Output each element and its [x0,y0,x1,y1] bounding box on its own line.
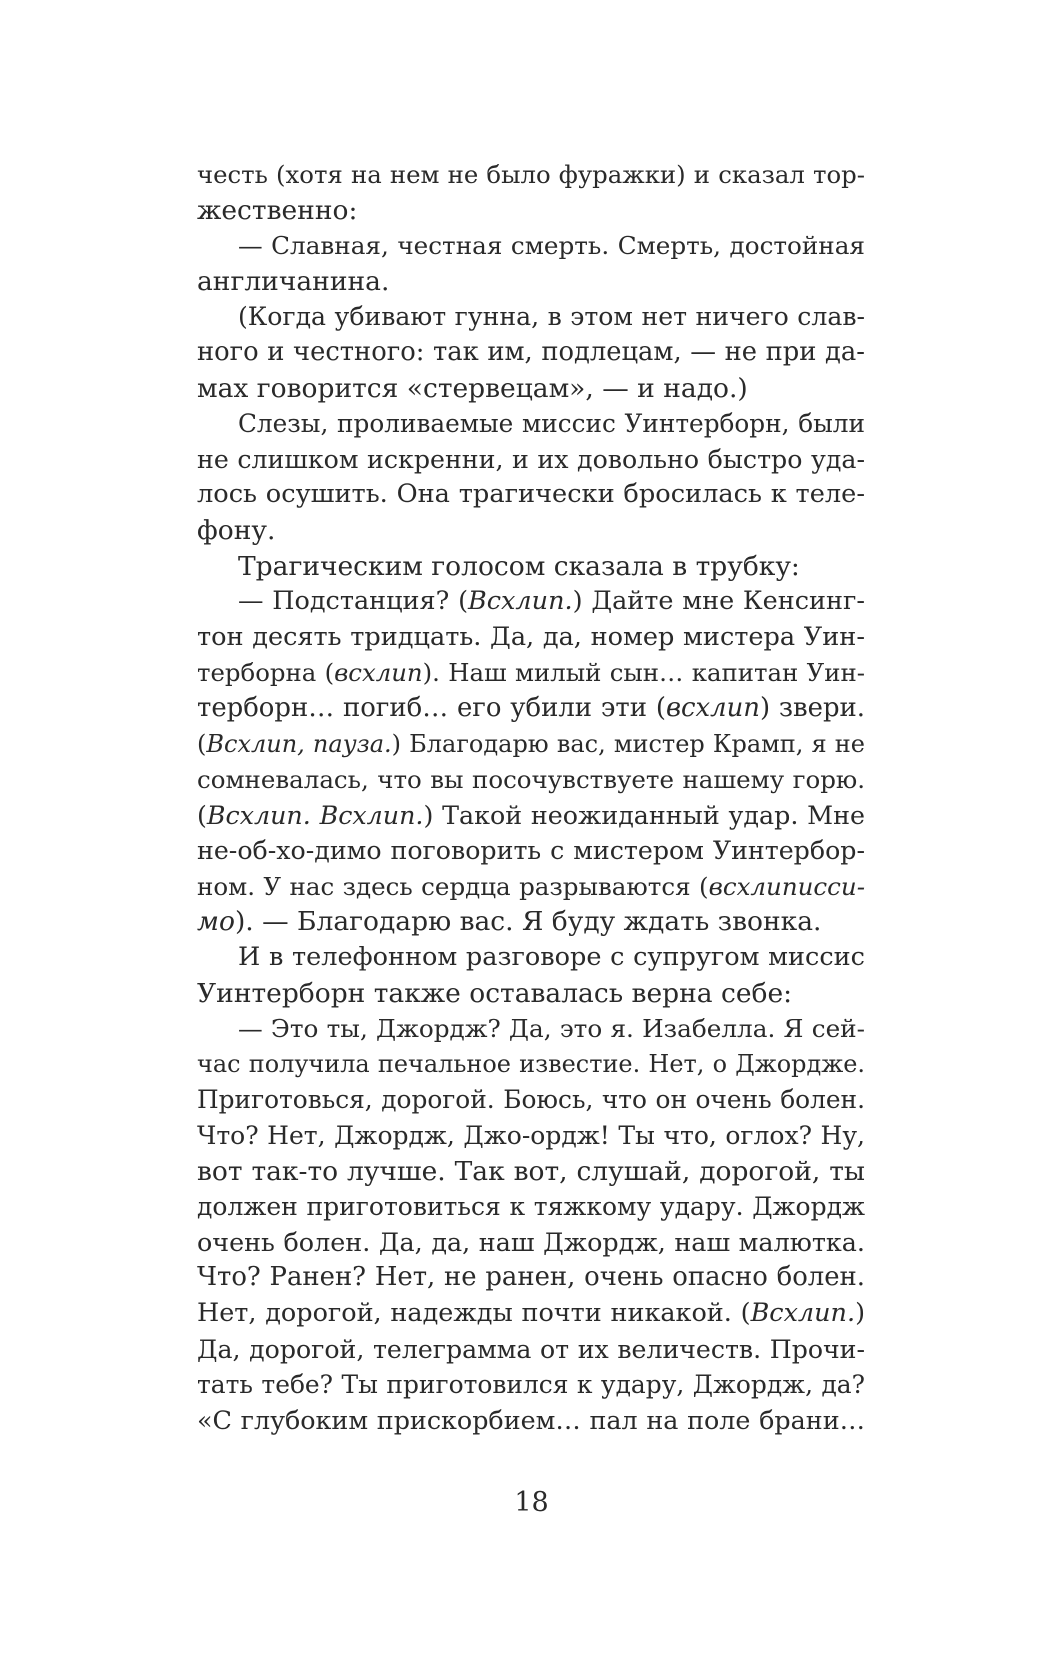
text-segment: ном. У нас здесь сердца разрываются ( [197,871,709,901]
text-line [197,1118,865,1154]
text-segment: честь (хотя на нем не было фуражки) и сказал тор- [197,160,865,189]
text-line [197,1332,865,1368]
text-segment: Приготовься, дорогой. Боюсь, что он очень болен. [197,1085,865,1115]
text-segment: фону. [197,514,276,546]
text-line [197,228,865,264]
text-segment: Уинтерборн также оставалась верна себе: [197,977,793,1009]
text-line [197,513,865,549]
text-line [197,655,865,691]
text-segment: не-об-хо-димо поговорить с мистером Уинтербор- [197,836,865,866]
text-segment: Что? Нет, Джордж, Джо-ордж! Ты что, оглох? Ну, [197,1121,865,1151]
text-segment: вот так-то лучше. Так вот, слушай, дорогой, ты [197,1155,865,1187]
italic-text-segment: всхлип [665,692,760,723]
text-line [197,371,865,407]
text-segment: тон десять тридцать. Да, да, номер мистера Уин- [197,621,865,652]
text-line [197,1154,865,1190]
text-segment: Слезы, проливаемые миссис Уинтерборн, были [238,409,865,439]
text-segment: И в телефонном разговоре с супругом миссис [238,942,865,973]
text-segment: ). — Благодарю вас. Я буду ждать звонка. [234,906,822,938]
text-line [197,406,865,442]
text-line [197,299,865,335]
text-line [197,442,865,478]
text-line [197,727,865,763]
text-line [197,620,865,656]
italic-text-segment: Всхлип. Всхлип. [206,799,424,830]
italic-text-segment: всхлип [334,658,423,688]
page-number: 18 [514,1487,549,1518]
body-text [197,157,865,1438]
text-segment: сомневалась, что вы посочувствуете нашему горю. [197,765,865,795]
text-segment: должен приготовиться к тяжкому удару. Джордж [197,1192,865,1222]
text-line [197,1047,865,1083]
text-line [197,193,865,229]
text-segment: ) Такой неожиданный удар. Мне [423,799,865,830]
text-line [197,1189,865,1225]
text-segment: Да, дорогой, телеграмма от их величеств. Прочи- [197,1334,865,1364]
text-segment: тать тебе? Ты приготовился к удару, Джордж, да? [197,1370,865,1400]
text-line [197,1403,865,1439]
text-line [197,940,865,976]
text-segment: англичанина. [197,265,390,297]
text-line [197,798,865,834]
text-segment: терборн… погиб… его убили эти ( [197,692,666,723]
italic-text-segment: Всхлип. [468,586,573,617]
text-segment: жественно: [197,194,358,226]
text-line [197,335,865,371]
text-segment: ) Благодарю вас, мистер Крамп, я не [391,729,866,758]
text-segment: терборна ( [197,658,335,688]
text-line [197,477,865,513]
text-line [197,691,865,727]
text-line [197,1296,865,1332]
text-line [197,1011,865,1047]
text-line [197,1082,865,1118]
text-segment: ( [197,729,207,758]
text-line [197,762,865,798]
text-segment: — Славная, честная смерть. Смерть, достойная [238,231,865,261]
text-segment: ) Дайте мне Кенсинг- [572,586,865,617]
text-segment: — Это ты, Джордж? Да, это я. Изабелла. Я сей- [238,1014,865,1044]
text-line [197,584,865,620]
italic-text-segment: Всхлип. [750,1298,856,1328]
italic-text-segment: всхлиписси- [708,871,865,901]
text-segment: Нет, дорогой, надежды почти никакой. ( [197,1298,751,1328]
text-line [197,976,865,1012]
text-line [197,833,865,869]
text-line [197,1260,865,1296]
text-segment: мах говорится «стервецам», — и надо.) [197,372,748,404]
text-segment: не слишком искренни, и их довольно быстро уда- [197,444,865,474]
text-segment: Трагическим голосом сказала в трубку: [238,550,800,582]
italic-text-segment: Всхлип, пауза. [206,729,392,758]
text-line [197,869,865,905]
text-segment: час получила печальное известие. Нет, о Джордже. [197,1049,865,1078]
text-line [197,157,865,193]
text-line [197,904,865,940]
text-segment: ) звери. [759,692,865,723]
text-line [197,1367,865,1403]
text-segment: ного и честного: так им, подлецам, — не при да- [197,336,865,367]
text-line [197,549,865,585]
italic-text-segment: мо [197,906,235,938]
text-line [197,1225,865,1261]
text-segment: «С глубоким прискорбием… пал на поле брани… [197,1404,865,1435]
text-segment: — Подстанция? ( [238,586,469,617]
text-segment: ) [855,1298,865,1328]
text-segment: (Когда убивают гунна, в этом нет ничего слав- [238,302,865,332]
text-segment: очень болен. Да, да, наш Джордж, наш малютка. [197,1226,865,1257]
text-segment: ( [197,799,207,830]
text-segment: ). Наш милый сын… капитан Уин- [422,658,865,688]
text-segment: лось осушить. Она трагически бросилась к теле- [197,479,865,510]
text-line [197,264,865,300]
text-segment: Что? Ранен? Нет, не ранен, очень опасно болен. [197,1262,865,1293]
